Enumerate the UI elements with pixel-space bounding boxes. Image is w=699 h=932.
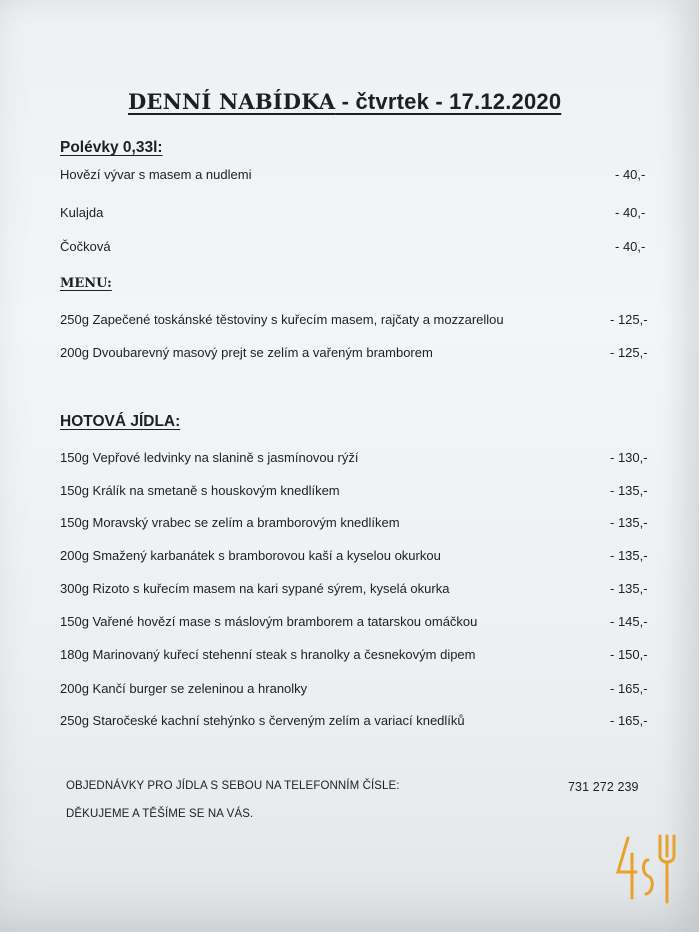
item-price: - 150,- (610, 647, 648, 662)
item-name: 200g Dvoubarevný masový prejt se zelím a vařeným bramborem (60, 345, 433, 360)
list-item (60, 167, 660, 187)
item-name: 180g Marinovaný kuřecí stehenní steak s hranolky a česnekovým dipem (60, 647, 476, 662)
item-price: - 125,- (610, 345, 648, 360)
soups-heading: Polévky 0,33l: (60, 139, 163, 156)
item-price: - 135,- (610, 548, 648, 563)
list-item (60, 515, 660, 535)
list-item (60, 581, 660, 601)
item-price: - 145,- (610, 614, 648, 629)
list-item (60, 450, 660, 470)
item-price: - 40,- (615, 205, 646, 220)
restaurant-logo-icon (612, 830, 682, 910)
item-name: 250g Zapečené toskánské těstoviny s kuřecím masem, rajčaty a mozzarellou (60, 312, 504, 327)
list-item (60, 345, 660, 365)
item-price: - 40,- (615, 167, 646, 182)
item-name: Čočková (60, 239, 111, 254)
item-name: 250g Staročeské kachní stehýnko s červeným zelím a variací knedlíků (60, 713, 465, 728)
phone-number: 731 272 239 (568, 780, 639, 794)
item-price: - 165,- (610, 681, 648, 696)
item-name: Hovězí vývar s masem a nudlemi (60, 167, 252, 182)
thanks-text: DĚKUJEME A TĚŠÍME SE NA VÁS. (66, 808, 254, 820)
item-price: - 135,- (610, 515, 648, 530)
item-price: - 40,- (615, 239, 646, 254)
item-name: 150g Moravský vrabec se zelím a bramborovým knedlíkem (60, 515, 400, 530)
list-item (60, 548, 660, 568)
list-item (60, 713, 660, 733)
item-name: 150g Králík na smetaně s houskovým knedlíkem (60, 483, 340, 498)
item-name: 150g Vařené hovězí mase s máslovým bramborem a tatarskou omáčkou (60, 614, 478, 629)
item-name: 200g Kančí burger se zeleninou a hranolky (60, 681, 308, 696)
list-item (60, 647, 660, 667)
item-price: - 135,- (610, 483, 648, 498)
item-name: 150g Vepřové ledvinky na slanině s jasmínovou rýží (60, 450, 359, 465)
item-name: 200g Smažený karbanátek s bramborovou kaší a kyselou okurkou (60, 548, 441, 563)
page-title (128, 89, 561, 115)
item-name: Kulajda (60, 205, 104, 220)
item-price: - 125,- (610, 312, 648, 327)
title-date: - čtvrtek - 17.12.2020 (335, 89, 562, 114)
order-info: OBJEDNÁVKY PRO JÍDLA S SEBOU NA TELEFONNÍM ČÍSLE: (66, 780, 400, 792)
item-price: - 135,- (610, 581, 648, 596)
item-name: 300g Rizoto s kuřecím masem na kari sypané sýrem, kyselá okurka (60, 581, 450, 596)
item-price: - 130,- (610, 450, 648, 465)
title-main: DENNÍ NABÍDKA (128, 89, 336, 114)
list-item (60, 483, 660, 503)
list-item (60, 614, 660, 634)
list-item (60, 205, 660, 225)
list-item (60, 312, 660, 332)
list-item (60, 681, 660, 701)
list-item (60, 239, 660, 259)
menu-heading: MENU: (60, 276, 112, 291)
item-price: - 165,- (610, 713, 648, 728)
hot-meals-heading: HOTOVÁ JÍDLA: (60, 413, 181, 430)
